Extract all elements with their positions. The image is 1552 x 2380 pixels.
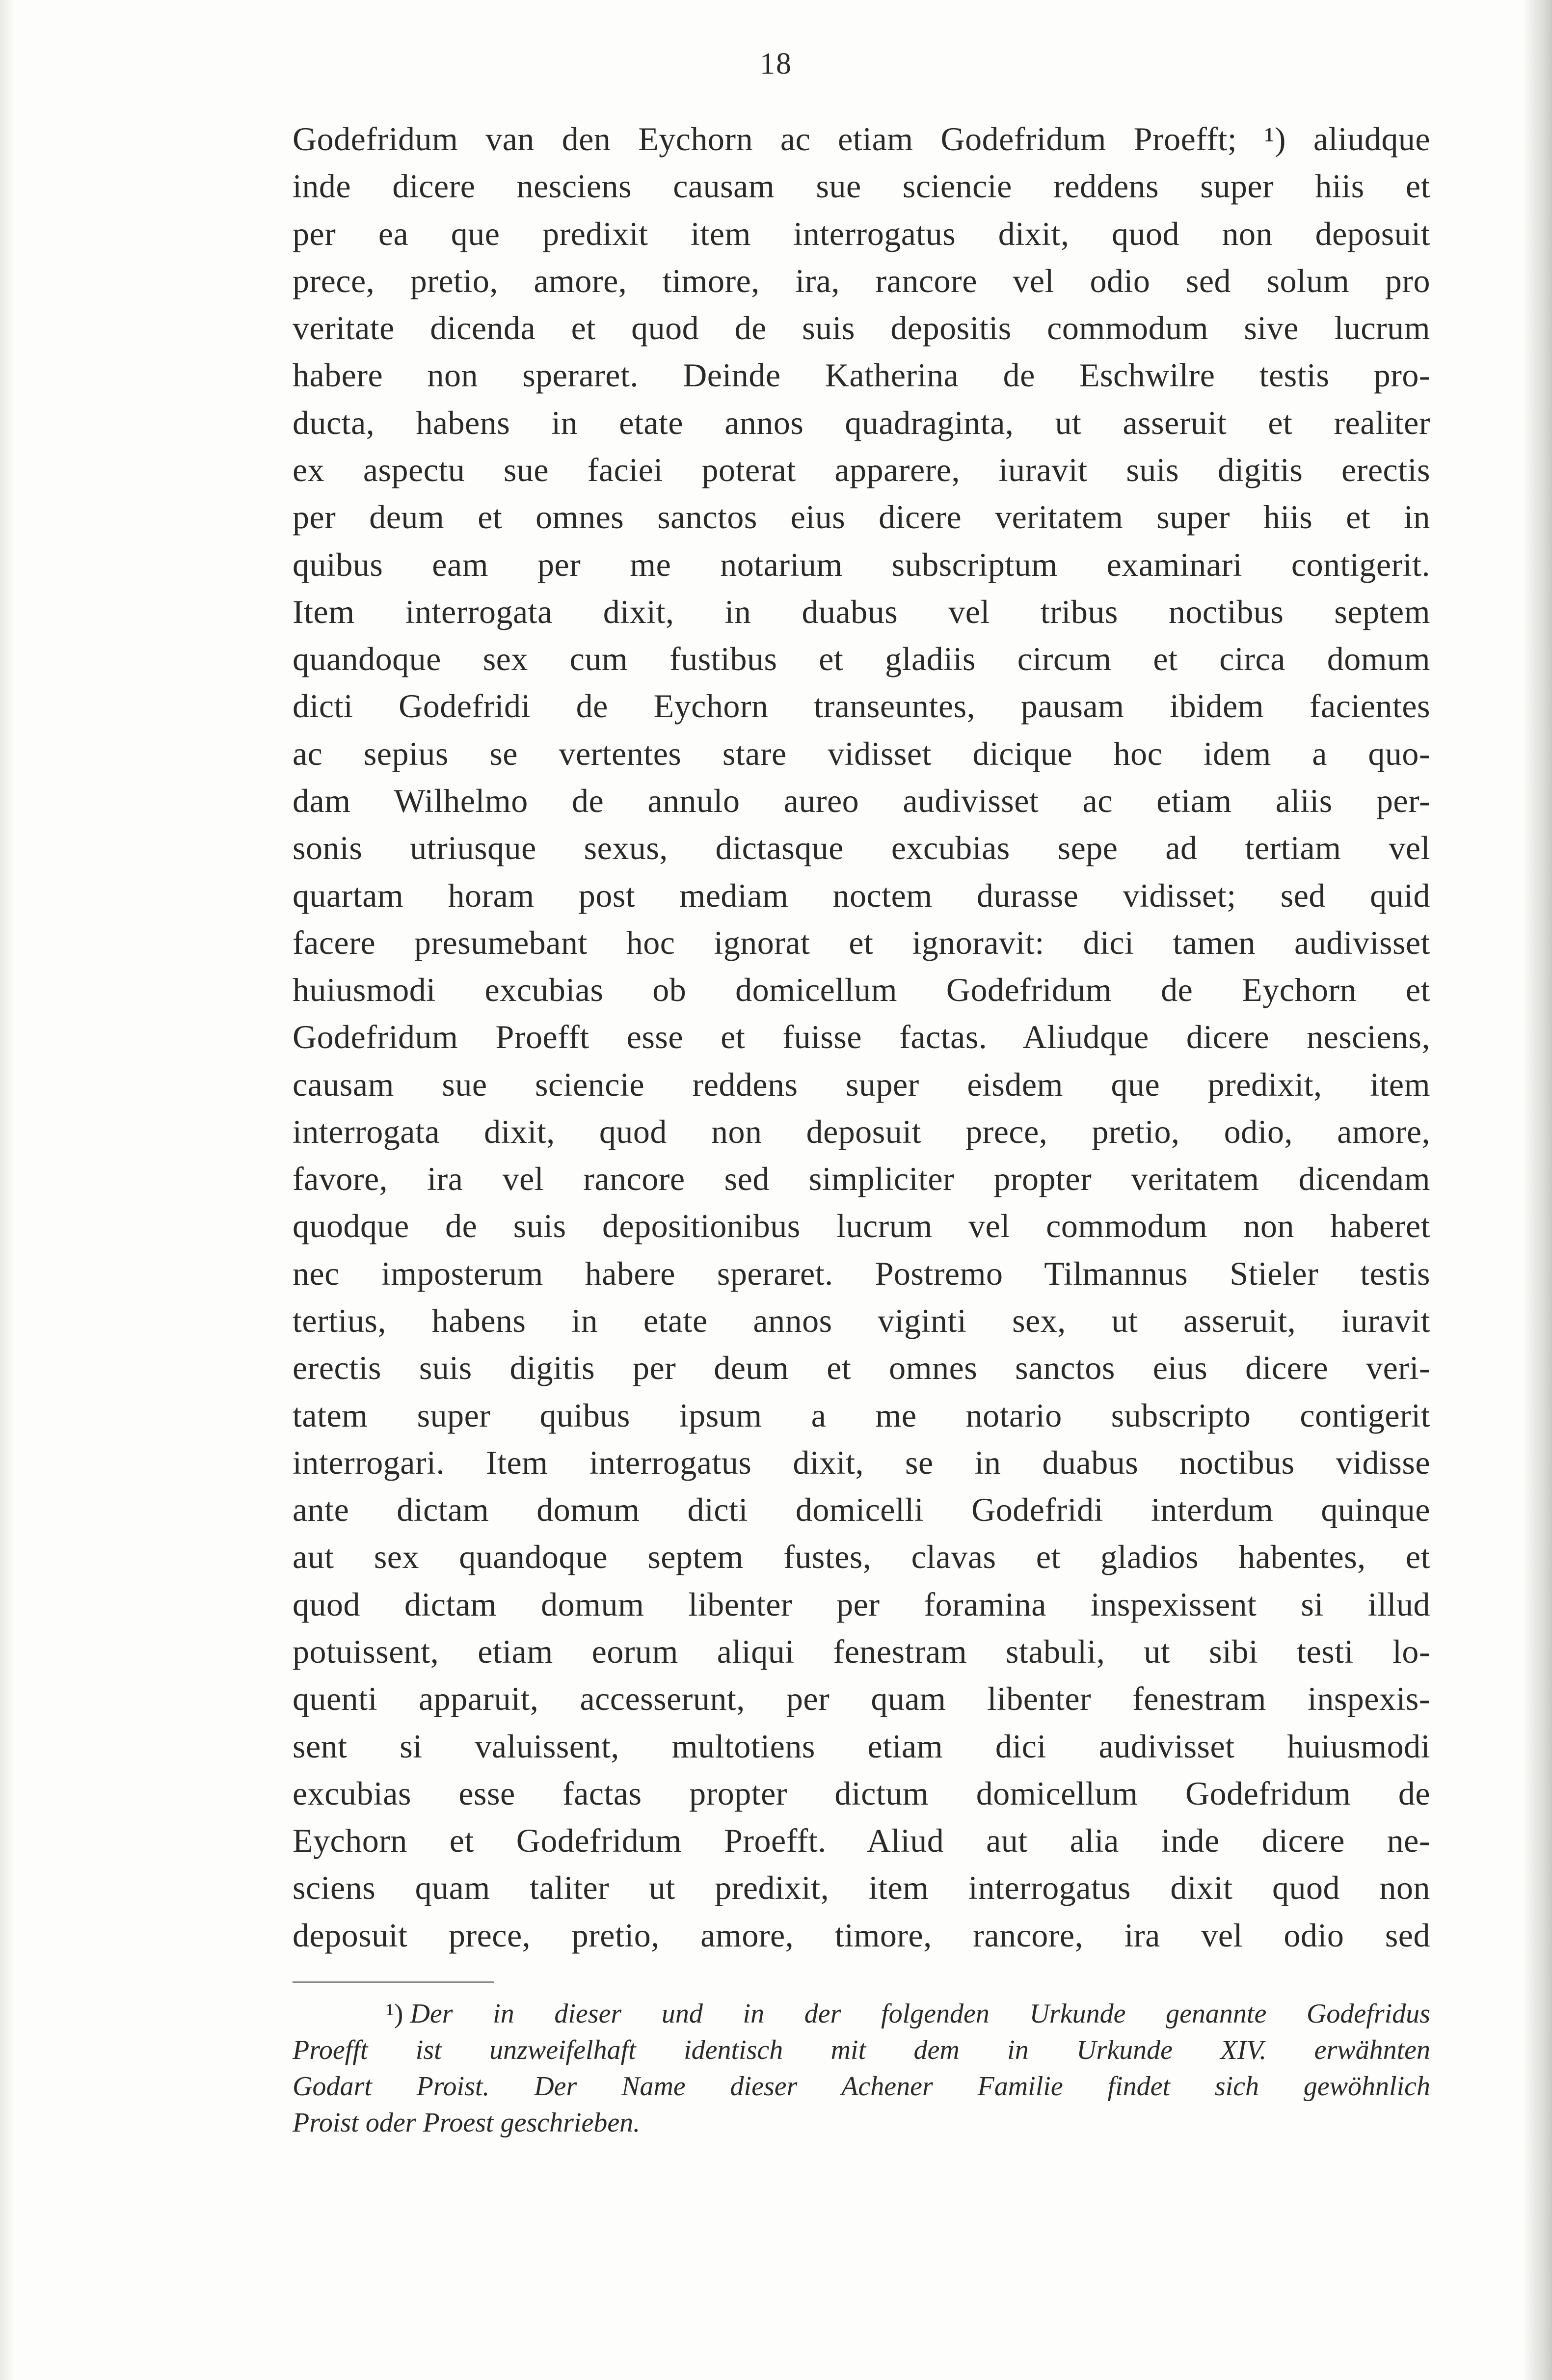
body-line: veritate dicenda et quod de suis depositis commodum sive lucrum xyxy=(293,309,1430,347)
body-line: ac sepius se vertentes stare vidisset dicique hoc idem a quo- xyxy=(293,734,1430,772)
body-line: quibus eam per me notarium subscriptum examinari contigerit. xyxy=(293,545,1430,583)
body-line: inde dicere nesciens causam sue sciencie reddens super hiis et xyxy=(293,167,1430,205)
page-number: 18 xyxy=(760,47,792,81)
body-line: erectis suis digitis per deum et omnes sanctos eius dicere veri- xyxy=(293,1349,1430,1387)
body-line: nec imposterum habere speraret. Postremo Tilmannus Stieler testis xyxy=(293,1254,1430,1292)
body-line: Godefridum Proefft esse et fuisse factas. Aliudque dicere nesciens, xyxy=(293,1018,1430,1056)
body-line: dam Wilhelmo de annulo aureo audivisset ac etiam aliis per- xyxy=(293,782,1430,819)
footnote-line: Proefft ist unzweifelhaft identisch mit dem in Urkunde XIV. erwähnten xyxy=(293,2035,1430,2065)
body-line: sonis utriusque sexus, dictasque excubias sepe ad tertiam vel xyxy=(293,829,1430,867)
body-line: Godefridum van den Eychorn ac etiam Godefridum Proefft; ¹) aliudque xyxy=(293,120,1430,158)
page-edge-left xyxy=(0,0,15,2380)
body-line: tatem super quibus ipsum a me notario subscripto contigerit xyxy=(293,1396,1430,1434)
body-line: Eychorn et Godefridum Proefft. Aliud aut alia inde dicere ne- xyxy=(293,1822,1430,1860)
body-line: ante dictam domum dicti domicelli Godefridi interdum quinque xyxy=(293,1491,1430,1529)
body-line: facere presumebant hoc ignorat et ignoravit: dici tamen audivisset xyxy=(293,923,1430,961)
body-line: deposuit prece, pretio, amore, timore, rancore, ira vel odio sed xyxy=(293,1916,1430,1954)
body-line: tertius, habens in etate annos viginti sex, ut asseruit, iuravit xyxy=(293,1302,1430,1340)
body-line: interrogari. Item interrogatus dixit, se in duabus noctibus vidisse xyxy=(293,1443,1430,1481)
body-line: interrogata dixit, quod non deposuit prece, pretio, odio, amore, xyxy=(293,1112,1430,1150)
body-line: potuissent, etiam eorum aliqui fenestram stabuli, ut sibi testi lo- xyxy=(293,1633,1430,1670)
body-line: quenti apparuit, accesserunt, per quam libenter fenestram inspexis- xyxy=(293,1680,1430,1718)
body-line: favore, ira vel rancore sed simpliciter propter veritatem dicendam xyxy=(293,1160,1430,1198)
body-line: quodque de suis depositionibus lucrum vel commodum non haberet xyxy=(293,1207,1430,1245)
body-line: excubias esse factas propter dictum domicellum Godefridum de xyxy=(293,1774,1430,1812)
body-line: quartam horam post mediam noctem durasse vidisset; sed quid xyxy=(293,876,1430,914)
body-line: aut sex quandoque septem fustes, clavas et gladios habentes, et xyxy=(293,1538,1430,1576)
body-line: huiusmodi excubias ob domicellum Godefridum de Eychorn et xyxy=(293,971,1430,1009)
body-line: per deum et omnes sanctos eius dicere veritatem super hiis et in xyxy=(293,498,1430,536)
body-line: dicti Godefridi de Eychorn transeuntes, pausam ibidem facientes xyxy=(293,687,1430,725)
body-text xyxy=(293,115,1430,1959)
footnote-line xyxy=(293,1996,1430,2032)
footnote-line: Godart Proist. Der Name dieser Achener Familie findet sich gewöhnlich xyxy=(293,2071,1430,2102)
body-line: quandoque sex cum fustibus et gladiis circum et circa domum xyxy=(293,640,1430,678)
footnote-marker: ¹) xyxy=(386,1999,403,2029)
body-line: causam sue sciencie reddens super eisdem que predixit, item xyxy=(293,1065,1430,1103)
body-line: prece, pretio, amore, timore, ira, rancore vel odio sed solum pro xyxy=(293,262,1430,299)
body-line: sciens quam taliter ut predixit, item interrogatus dixit quod non xyxy=(293,1869,1430,1907)
page-edge-right xyxy=(1523,0,1552,2380)
body-line: sent si valuissent, multotiens etiam dici audivisset huiusmodi xyxy=(293,1727,1430,1765)
body-line: habere non speraret. Deinde Katherina de Eschwilre testis pro- xyxy=(293,356,1430,394)
footnotes xyxy=(293,1996,1430,2141)
body-line: Item interrogata dixit, in duabus vel tribus noctibus septem xyxy=(293,593,1430,630)
footnote-divider xyxy=(293,1981,494,1983)
footnote-text: Der in dieser und in der folgenden Urkunde genannte Godefridus xyxy=(410,1999,1430,2029)
body-line: ducta, habens in etate annos quadraginta, ut asseruit et realiter xyxy=(293,404,1430,441)
body-line: per ea que predixit item interrogatus dixit, quod non deposuit xyxy=(293,215,1430,252)
footnote-line: Proist oder Proest geschrieben. xyxy=(293,2108,641,2138)
body-line: quod dictam domum libenter per foramina inspexissent si illud xyxy=(293,1585,1430,1623)
body-line: ex aspectu sue faciei poterat apparere, iuravit suis digitis erectis xyxy=(293,451,1430,488)
